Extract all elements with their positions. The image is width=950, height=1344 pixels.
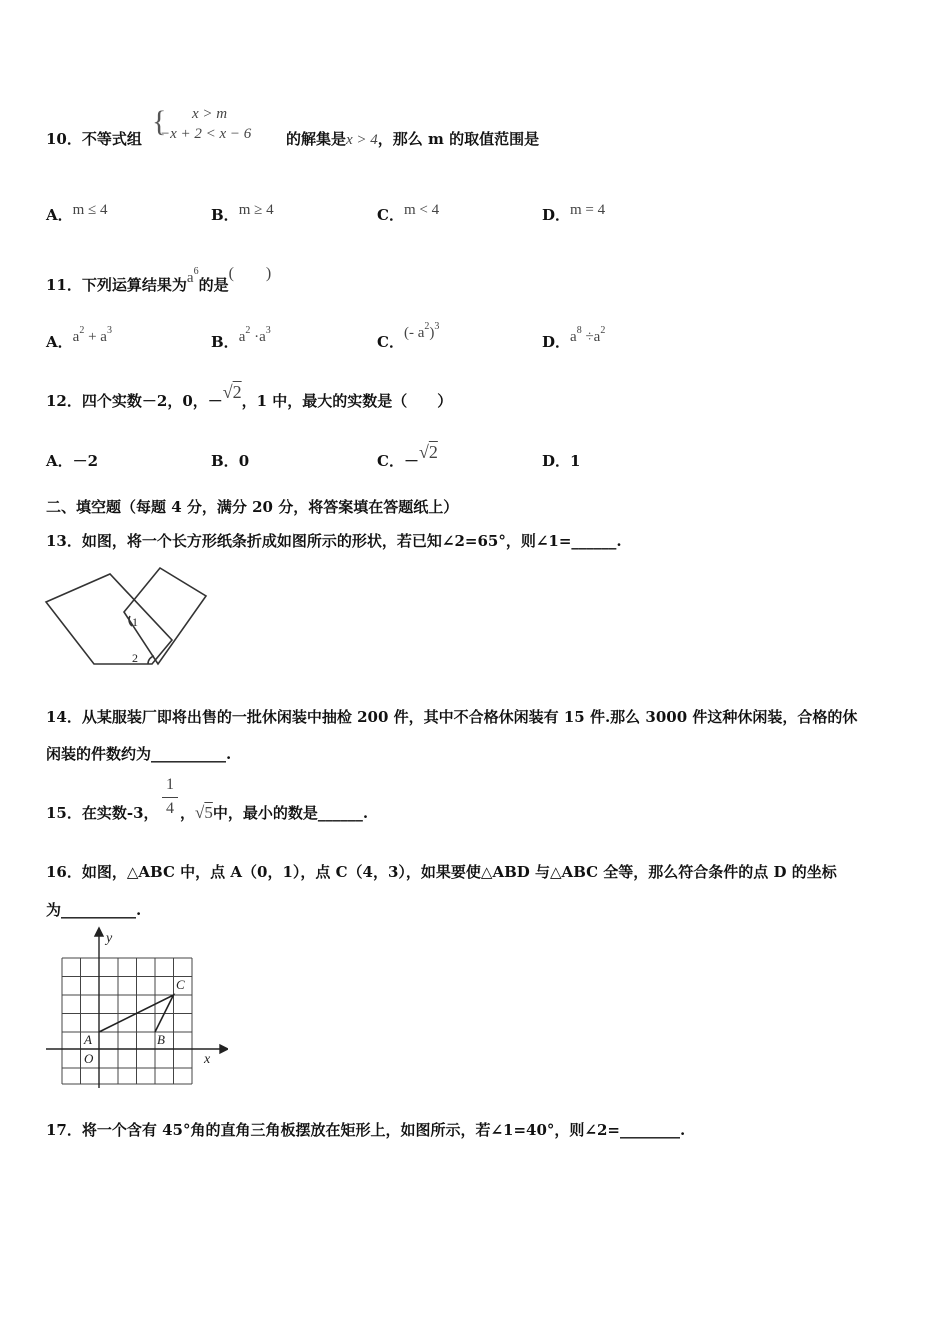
q10-text-mid: 的解集是 — [286, 130, 347, 148]
q11-base: a — [186, 270, 194, 286]
q11-option-c[interactable] — [377, 321, 440, 352]
q11-number: 11． — [46, 276, 82, 294]
q11-stem — [46, 265, 272, 295]
q11-power — [186, 266, 199, 286]
q16-coordinate-grid-figure — [44, 926, 228, 1088]
q12-text-before: 四个实数－2，0，－ — [81, 392, 223, 410]
q11-exp: 6 — [193, 266, 199, 277]
option-label: A． — [46, 206, 73, 224]
q13-number: 13． — [46, 532, 82, 550]
q14-line2: 闲装的件数约为__________. — [46, 745, 232, 763]
q17-text: 将一个含有 45°角的直角三角板摆放在矩形上，如图所示，若∠1=40°，则∠2=________. — [81, 1121, 686, 1139]
point-b-label: B — [157, 1032, 165, 1047]
option-value: － — [403, 452, 419, 470]
option-label: D． — [542, 206, 571, 224]
option-value: $a^8 \div a^2$ — [570, 325, 606, 345]
q10-stem-rest — [286, 128, 539, 149]
q11-option-a[interactable] — [46, 325, 112, 352]
q16-line1 — [46, 861, 837, 882]
q12-option-a[interactable] — [46, 450, 98, 471]
q11-paren: ( ) — [228, 265, 272, 282]
q14-number: 14． — [46, 708, 82, 726]
q15-text-after: 中，最小的数是______. — [212, 804, 369, 822]
q10-option-a[interactable] — [46, 204, 108, 225]
fraction-bar — [162, 797, 178, 798]
option-label: C． — [377, 333, 404, 351]
option-value: m ≥ 4 — [238, 202, 274, 218]
q13-folded-strip-figure — [44, 566, 210, 670]
q15-sqrt: √5 — [195, 803, 213, 822]
option-label: B． — [211, 206, 239, 224]
q12-option-c[interactable] — [377, 442, 438, 471]
q16-line2: 为__________. — [46, 901, 142, 919]
y-axis-label: y — [106, 931, 113, 946]
q10-system-line2: −x + 2 < x − 6 — [160, 126, 252, 142]
q15-text-mid: ， — [180, 804, 196, 822]
angle2-label: 2 — [132, 651, 138, 665]
q10-option-d[interactable] — [542, 204, 605, 225]
x-axis-label: x — [204, 1052, 211, 1067]
q10-system-line1: x > m — [192, 106, 228, 122]
q12-option-b[interactable] — [211, 450, 249, 471]
grid-lines — [62, 958, 192, 1084]
option-value: $a^2 \cdot a^3$ — [238, 325, 271, 345]
option-value: 0 — [238, 452, 250, 470]
option-value: m < 4 — [403, 202, 440, 218]
q17-number: 17． — [46, 1121, 82, 1139]
q10-option-b[interactable] — [211, 204, 274, 225]
q12-number: 12． — [46, 392, 82, 410]
q11-text-after: 的是 — [198, 276, 229, 294]
q13-text: 如图，将一个长方形纸条折成如图所示的形状，若已知∠2=65°，则∠1=______. — [81, 532, 622, 550]
q10-stem — [46, 128, 142, 149]
option-value: m ≤ 4 — [72, 202, 108, 218]
q17-stem — [46, 1119, 685, 1140]
angle1-label: 1 — [132, 615, 138, 629]
q12-stem — [46, 382, 453, 411]
q12-sqrt-value: 2 — [232, 382, 242, 402]
option-label: B． — [211, 333, 239, 351]
q15-stem-rest — [180, 802, 368, 823]
q15-number: 15． — [46, 804, 82, 822]
option-value: m = 4 — [570, 202, 606, 218]
option-value: (- $a^2)^3$ — [403, 321, 440, 341]
q12-sqrt: √2 — [222, 382, 242, 402]
q15-fraction — [162, 776, 178, 818]
q14-line1 — [46, 706, 857, 727]
q15-text-before: 在实数-3， — [81, 804, 159, 822]
q16-number: 16． — [46, 863, 82, 881]
q11-option-d[interactable] — [542, 325, 606, 352]
q12-text-after: ，1 中，最大的实数是（ ） — [241, 392, 453, 410]
q10-brace: { — [152, 105, 167, 138]
option-label: A． — [46, 333, 73, 351]
q10-text-after: ，那么 m 的取值范围是 — [377, 130, 540, 148]
option-label: D． — [542, 333, 571, 351]
option-label: C． — [377, 452, 404, 470]
origin-label: O — [84, 1051, 94, 1066]
section-heading: 二、填空题（每题 4 分，满分 20 分，将答案填在答题纸上） — [46, 498, 459, 516]
q16-text: 如图，△ABC 中，点 A（0，1），点 C（4，3），如果要使△ABD 与△ABC 全等，那么符合条件的点 D 的坐标 — [81, 863, 837, 881]
strip-left-part — [46, 574, 172, 664]
q13-stem — [46, 530, 622, 551]
option-label: D． — [542, 452, 571, 470]
q10-text-before: 不等式组 — [81, 130, 142, 148]
option-value: $a^2 + a^3$ — [72, 325, 112, 345]
q10-option-c[interactable] — [377, 204, 439, 225]
fraction-numerator: 1 — [166, 776, 174, 793]
q14-text: 从某服装厂即将出售的一批休闲装中抽检 200 件，其中不合格休闲装有 15 件.那么 3000 件这种休闲装，合格的休 — [81, 708, 858, 726]
option-value: 1 — [570, 452, 581, 470]
option-value: －2 — [72, 452, 99, 470]
option-sqrt: √2 — [418, 442, 438, 462]
option-label: A． — [46, 452, 73, 470]
q10-system — [152, 104, 282, 148]
q11-option-b[interactable] — [211, 325, 271, 352]
option-label: B． — [211, 452, 239, 470]
q10-solution: x > 4 — [346, 132, 378, 148]
point-c-label: C — [176, 977, 185, 992]
q11-text-before: 下列运算结果为 — [81, 276, 187, 294]
q10-number: 10． — [46, 130, 82, 148]
point-a-label: A — [84, 1032, 92, 1047]
fraction-denominator: 4 — [166, 800, 174, 817]
option-label: C． — [377, 206, 404, 224]
q15-stem — [46, 802, 159, 823]
q12-option-d[interactable] — [542, 450, 580, 471]
